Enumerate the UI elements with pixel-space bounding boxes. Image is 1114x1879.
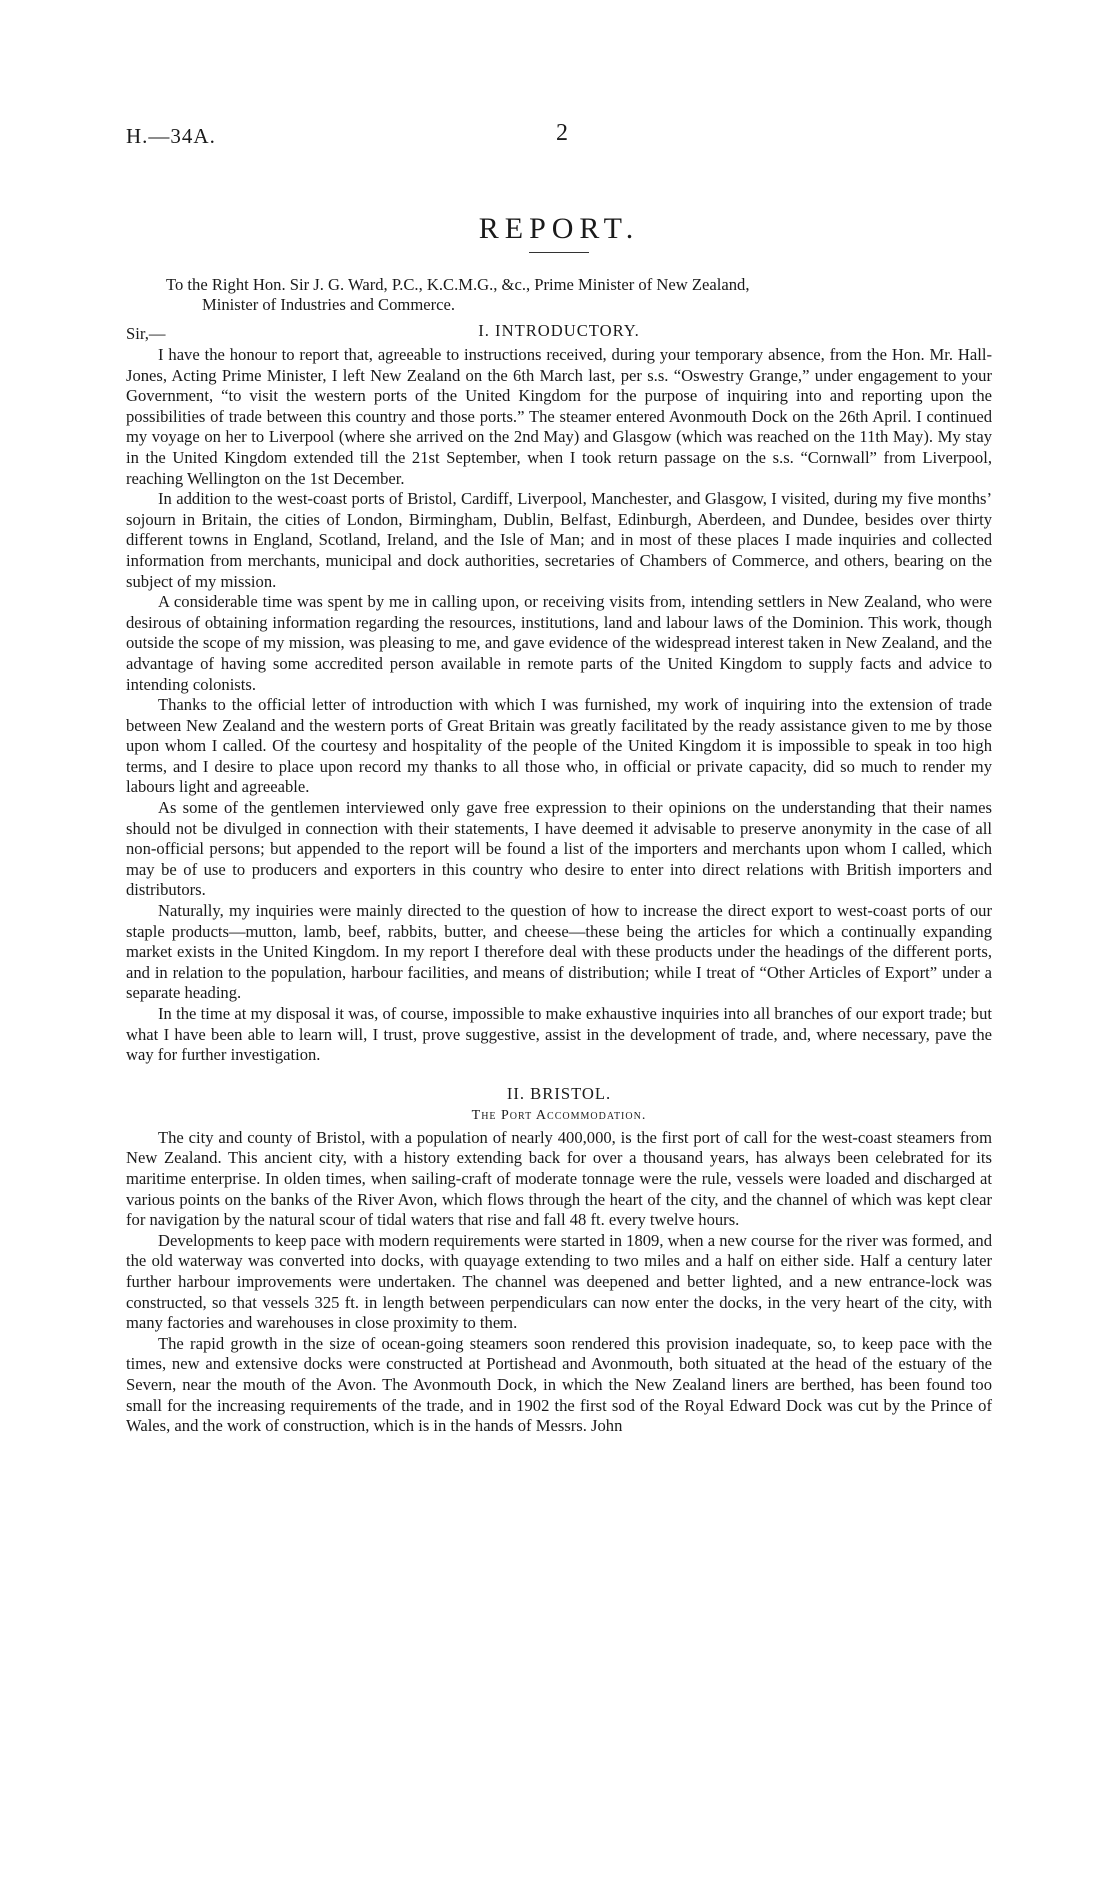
- document-page: [126, 120, 992, 1437]
- paragraph: A considerable time was spent by me in calling upon, or receiving visits from, intending settlers in New Zealand, who were desirous of obtaining information regarding the resources, institutions, land and labour laws of the Dominion. This work, though outside the scope of my mission, was pleasing to me, and gave evidence of the widespread interest taken in New Zealand, and the advantage of having some accredited person available in remote parts of the United Kingdom to supply facts and advice to intending colonists.: [126, 592, 992, 694]
- subheading-port-accommodation: The Port Accommodation.: [471, 1107, 647, 1123]
- section-heading-bristol: II. BRISTOL.: [506, 1083, 612, 1103]
- section-bristol: [126, 1084, 992, 1437]
- report-title: REPORT.: [478, 212, 640, 245]
- document-reference: H.—34A.: [126, 124, 216, 148]
- section-introductory: [126, 345, 992, 1066]
- addressee-line-2: Minister of Industries and Commerce.: [202, 295, 455, 314]
- paragraph: Thanks to the official letter of introduction with which I was furnished, my work of inquiring into the extension of trade between New Zealand and the western ports of Great Britain was greatly facilitated by the ready assistance given to me by those upon whom I called. Of the courtesy and hospitality of the people of the United Kingdom it is impossible to speak in too high terms, and I desire to place upon record my thanks to all those who, in official or private capacity, did so much to render my labours light and agreeable.: [126, 695, 992, 797]
- title-rule: [529, 252, 589, 253]
- paragraph: The rapid growth in the size of ocean-going steamers soon rendered this provision inadequate, so, to keep pace with the times, new and extensive docks were constructed at Portishead and Avonmouth, both situated at the head of the estuary of the Severn, near the mouth of the Avon. The Avonmouth Dock, in which the New Zealand liners are berthed, has been found too small for the increasing requirements of the trade, and in 1902 the first sod of the Royal Edward Dock was cut by the Prince of Wales, and the work of construction, which is in the hands of Messrs. John: [126, 1333, 992, 1436]
- paragraph: As some of the gentlemen interviewed only gave free expression to their opinions on the understanding that their names should not be divulged in connection with their statements, I have deemed it advisable to preserve anonymity in the case of all non-official persons; but appended to the report will be found a list of the importers and merchants upon whom I called, which may be of use to producers and exporters in this country who desire to enter into direct relations with British importers and distributors.: [126, 798, 992, 900]
- addressee-block: [126, 275, 992, 315]
- salutation-row: [126, 321, 992, 345]
- paragraph: In the time at my disposal it was, of course, impossible to make exhaustive inquiries into all branches of our export trade; but what I have been able to learn will, I trust, prove suggestive, assist in the development of trade, and, where necessary, pave the way for further investigation.: [126, 1004, 992, 1065]
- section-heading-introductory: I. INTRODUCTORY.: [478, 321, 640, 340]
- paragraph: Developments to keep pace with modern requirements were started in 1809, when a new course for the river was formed, and the old waterway was converted into docks, with quayage extending to two miles and a half on either side. Half a century later further harbour improvements were undertaken. The channel was deepened and better lighted, and a new entrance-lock was constructed, so that vessels 325 ft. in length between perpendiculars can now enter the docks, in the very heart of the city, with many factories and warehouses in close proximity to them.: [126, 1230, 993, 1333]
- paragraph: I have the honour to report that, agreeable to instructions received, during your temporary absence, from the Hon. Mr. Hall-Jones, Acting Prime Minister, I left New Zealand on the 6th March last, per s.s. “Oswestry Grange,” under engagement to your Government, “to visit the western ports of the United Kingdom for the purpose of inquiring into and reporting upon the possibilities of trade between this country and those ports.” The steamer entered Avonmouth Dock on the 26th April. I continued my voyage on her to Liverpool (where she arrived on the 2nd May) and Glasgow (which was reached on the 11th May). My stay in the United Kingdom extended till the 21st September, when I took return passage on the s.s. “Cornwall” from Liverpool, reaching Wellington on the 1st December.: [126, 345, 992, 488]
- paragraph: In addition to the west-coast ports of Bristol, Cardiff, Liverpool, Manchester, and Glasgow, I visited, during my five months’ sojourn in Britain, the cities of London, Birmingham, Dublin, Belfast, Edinburgh, Aberdeen, and Dundee, besides over thirty different towns in England, Scotland, Ireland, and the Isle of Man; and in most of these places I made inquiries and collected information from merchants, municipal and dock authorities, secretaries of Chambers of Commerce, and others, bearing on the subject of my mission.: [126, 489, 992, 591]
- salutation: Sir,—: [126, 324, 166, 343]
- page-header: [126, 120, 992, 160]
- paragraph: Naturally, my inquiries were mainly directed to the question of how to increase the direct export to west-coast ports of our staple products—mutton, lamb, beef, rabbits, butter, and cheese—these being the articles for which a continually expanding market exists in the United Kingdom. In my report I therefore deal with these products under the headings of the different ports, and in relation to the population, harbour facilities, and means of distribution; while I treat of “Other Articles of Export” under a separate heading.: [126, 901, 992, 1003]
- page-number: 2: [556, 120, 569, 146]
- paragraph: The city and county of Bristol, with a population of nearly 400,000, is the first port of call for the west-coast steamers from New Zealand. This ancient city, with a history extending back for over a thousand years, has always been celebrated for its maritime enterprise. In olden times, when sailing-craft of moderate tonnage were the rule, vessels were loaded and discharged at various points on the banks of the River Avon, which flows through the heart of the city, and the channel of which was kept clear for navigation by the natural scour of tidal waters that rise and fall 48 ft. every twelve hours.: [126, 1127, 992, 1230]
- addressee-line-1: To the Right Hon. Sir J. G. Ward, P.C., K.C.M.G., &c., Prime Minister of New Zealand,: [166, 275, 750, 294]
